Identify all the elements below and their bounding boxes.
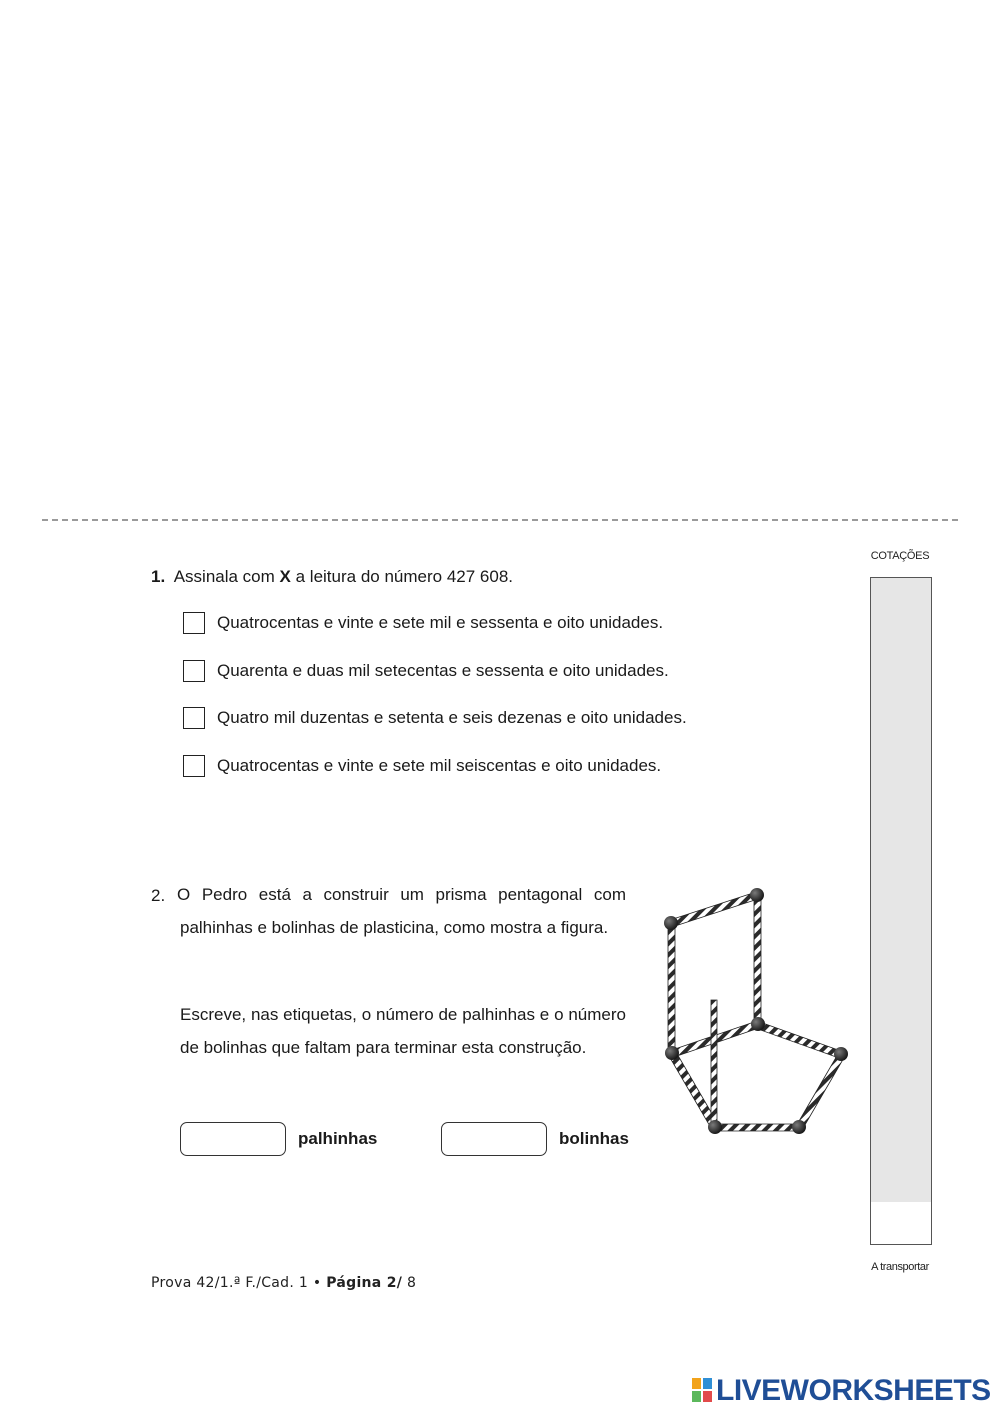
score-total-box xyxy=(870,1202,932,1245)
palhinhas-answer-input[interactable] xyxy=(180,1122,286,1156)
option-3-checkbox[interactable] xyxy=(183,707,205,729)
straw-bottom-edge-2 xyxy=(755,1021,841,1058)
straw-top-edge xyxy=(670,892,758,927)
footer-page-label: Página 2/ xyxy=(326,1275,403,1291)
question-1-prompt xyxy=(151,567,513,587)
option-2-text: Quarenta e duas mil setecentas e sessenta e oito unidades. xyxy=(217,661,669,680)
ball-bottom-right xyxy=(834,1047,848,1061)
option-4-checkbox[interactable] xyxy=(183,755,205,777)
question-2-paragraph-1: O Pedro está a construir um prisma pentagonal com palhinhas e bolinhas de plasticina, como mostra a figura. xyxy=(177,885,626,937)
straw-vertical-left xyxy=(668,924,675,1053)
question-2-number: 2. xyxy=(151,886,166,905)
question-1-prompt-after: a leitura do número 427 608. xyxy=(295,567,513,586)
ball-top-left xyxy=(664,916,678,930)
footer-exam-code: Prova 42/1.ª F./Cad. 1 xyxy=(151,1275,309,1291)
straw-standing xyxy=(711,1000,717,1127)
option-1-text: Quatrocentas e vinte e sete mil e sessenta e oito unidades. xyxy=(217,613,664,632)
bolinhas-answer-input[interactable] xyxy=(441,1122,547,1156)
palhinhas-label: palhinhas xyxy=(298,1129,378,1148)
ball-bottom-back xyxy=(751,1017,765,1031)
score-column xyxy=(870,577,932,1203)
pentagonal-prism-figure xyxy=(650,880,860,1140)
option-2-checkbox[interactable] xyxy=(183,660,205,682)
ball-top-right xyxy=(750,888,764,902)
footer-page-total: 8 xyxy=(406,1275,417,1291)
question-1-number: 1. xyxy=(151,567,166,586)
question-2-paragraph-2: Escreve, nas etiquetas, o número de palhinhas e o número de bolinhas que faltam para terminar esta construção. xyxy=(180,1005,626,1057)
option-1-checkbox[interactable] xyxy=(183,612,205,634)
cotacoes-label: COTAÇÕES xyxy=(870,550,930,562)
bolinhas-label: bolinhas xyxy=(559,1129,629,1148)
ball-bottom-left xyxy=(665,1046,679,1060)
straw-bottom-edge-4 xyxy=(716,1124,799,1131)
liveworksheets-logo-icon xyxy=(692,1378,712,1402)
option-4-text: Quatrocentas e vinte e sete mil seiscentas e oito unidades. xyxy=(217,756,662,775)
footer-bullet: • xyxy=(312,1275,322,1291)
straw-vertical-right xyxy=(754,896,761,1023)
straw-group xyxy=(668,892,845,1131)
question-1-prompt-before: Assinala com xyxy=(173,567,275,586)
liveworksheets-wordmark: LIVEWORKSHEETS xyxy=(716,1374,991,1407)
question-1-prompt-mark: X xyxy=(279,567,291,586)
ball-bottom-front-left xyxy=(708,1120,722,1134)
transport-label: A transportar xyxy=(871,1261,929,1273)
option-3-text: Quatro mil duzentas e setenta e seis dezenas e oito unidades. xyxy=(217,708,687,727)
cut-line-divider xyxy=(42,519,958,521)
page-footer xyxy=(151,1275,416,1291)
straw-bottom-edge-3 xyxy=(795,1054,845,1130)
ball-bottom-front-right xyxy=(792,1120,806,1134)
